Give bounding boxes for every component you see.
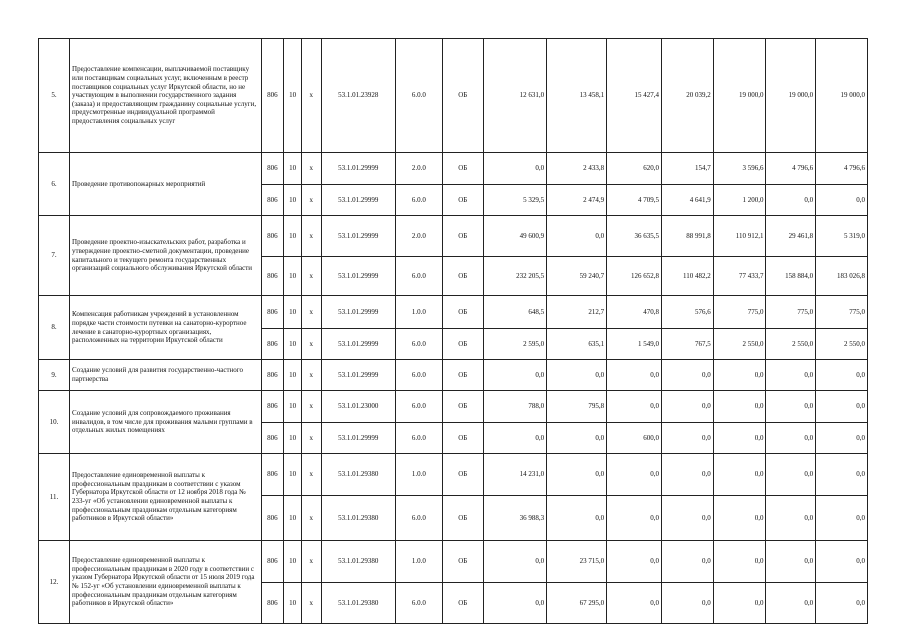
table-row — [39, 454, 868, 496]
row-number: 8. — [39, 296, 70, 360]
measure-name: Предоставление единовременной выплаты к профессиональным праздникам в 2020 году в соответствии с указом Губернатора Иркутской области от 15 июля 2019 года № 152-уг «Об установлении единовременной выплаты к профессиональным праздникам отдельным категориям работников в Иркутской области» — [70, 541, 261, 624]
cell-y2021: 0,0 — [607, 541, 662, 583]
cell-group: 806 — [261, 185, 284, 216]
measure-name: Проведение проектно-изыскательских работ, разработка и утверждение проектно-сметной документации, проведение капитального и текущего ремонта государственных организаций социального обслуживания Иркутской области — [70, 216, 261, 296]
cell-y2021: 0,0 — [607, 454, 662, 496]
cell-x: x — [301, 39, 321, 153]
cell-x: x — [301, 185, 321, 216]
cell-y2023: 3 596,6 — [713, 153, 766, 185]
cell-y2019: 12 631,0 — [483, 39, 546, 153]
cell-source: ОБ — [442, 423, 483, 454]
cell-type: 2.0.0 — [396, 153, 443, 185]
cell-y2019: 5 329,5 — [483, 185, 546, 216]
cell-y2025: 0,0 — [816, 391, 868, 423]
cell-y2021: 0,0 — [607, 496, 662, 541]
cell-section: 10 — [284, 216, 302, 257]
cell-y2023: 0,0 — [713, 583, 766, 624]
cell-source: ОБ — [442, 185, 483, 216]
cell-source: ОБ — [442, 296, 483, 329]
cell-section: 10 — [284, 423, 302, 454]
cell-y2023: 0,0 — [713, 541, 766, 583]
cell-y2019: 36 988,3 — [483, 496, 546, 541]
cell-x: x — [301, 216, 321, 257]
row-number: 10. — [39, 391, 70, 454]
cell-y2022: 0,0 — [661, 541, 713, 583]
cell-y2021: 4 709,5 — [607, 185, 662, 216]
cell-y2019: 232 205,5 — [483, 257, 546, 296]
cell-y2023: 110 912,1 — [713, 216, 766, 257]
cell-y2023: 0,0 — [713, 360, 766, 391]
cell-y2019: 0,0 — [483, 360, 546, 391]
cell-y2021: 0,0 — [607, 583, 662, 624]
cell-y2020: 795,8 — [547, 391, 607, 423]
measure-name: Компенсация работникам учреждений в установленном порядке части стоимости путевки на санаторно-курортное лечение в санаторно-курортных организациях, расположенных на территории Иркутской области — [70, 296, 261, 360]
cell-y2020: 13 458,1 — [547, 39, 607, 153]
cell-y2019: 0,0 — [483, 541, 546, 583]
cell-y2022: 576,6 — [661, 296, 713, 329]
cell-y2022: 110 482,2 — [661, 257, 713, 296]
cell-group: 806 — [261, 39, 284, 153]
row-number: 5. — [39, 39, 70, 153]
cell-y2020: 0,0 — [547, 216, 607, 257]
cell-group: 806 — [261, 496, 284, 541]
cell-y2019: 14 231,0 — [483, 454, 546, 496]
cell-y2019: 0,0 — [483, 423, 546, 454]
row-number: 6. — [39, 153, 70, 216]
cell-y2020: 0,0 — [547, 360, 607, 391]
cell-y2025: 0,0 — [816, 423, 868, 454]
row-number: 7. — [39, 216, 70, 296]
measure-name: Создание условий для развития государственно-частного партнерства — [70, 360, 261, 391]
cell-y2025: 2 550,0 — [816, 329, 868, 360]
cell-y2021: 0,0 — [607, 391, 662, 423]
cell-y2025: 0,0 — [816, 541, 868, 583]
cell-y2022: 0,0 — [661, 496, 713, 541]
cell-section: 10 — [284, 153, 302, 185]
measure-name: Создание условий для сопровождаемого проживания инвалидов, в том числе для проживания малыми группами в отдельных жилых помещениях — [70, 391, 261, 454]
cell-y2021: 1 549,0 — [607, 329, 662, 360]
cell-section: 10 — [284, 541, 302, 583]
cell-code: 53.1.01.29380 — [321, 454, 396, 496]
cell-y2020: 59 240,7 — [547, 257, 607, 296]
cell-x: x — [301, 496, 321, 541]
cell-y2024: 0,0 — [766, 360, 816, 391]
cell-y2021: 36 635,5 — [607, 216, 662, 257]
cell-y2025: 0,0 — [816, 454, 868, 496]
cell-source: ОБ — [442, 541, 483, 583]
cell-code: 53.1.01.29999 — [321, 329, 396, 360]
cell-code: 53.1.01.29999 — [321, 296, 396, 329]
cell-group: 806 — [261, 257, 284, 296]
cell-y2020: 635,1 — [547, 329, 607, 360]
cell-source: ОБ — [442, 39, 483, 153]
cell-y2021: 126 652,8 — [607, 257, 662, 296]
measure-name: Предоставление компенсации, выплачиваемой поставщику или поставщикам социальных услуг, включенным в реестр поставщиков социальных услуг Иркутской области, но не участвующим в выполнении государственного задания (заказа) и предоставляющим гражданину социальные услуги, предусмотренные индивидуальной программой предоставления социальных услуг — [70, 39, 261, 153]
table-row — [39, 39, 868, 153]
cell-group: 806 — [261, 153, 284, 185]
cell-x: x — [301, 360, 321, 391]
cell-source: ОБ — [442, 583, 483, 624]
cell-y2021: 15 427,4 — [607, 39, 662, 153]
cell-type: 2.0.0 — [396, 216, 443, 257]
cell-y2019: 49 600,9 — [483, 216, 546, 257]
cell-y2025: 19 000,0 — [816, 39, 868, 153]
cell-section: 10 — [284, 496, 302, 541]
cell-type: 6.0.0 — [396, 257, 443, 296]
table-row — [39, 541, 868, 583]
cell-code: 53.1.01.29380 — [321, 541, 396, 583]
cell-y2024: 0,0 — [766, 423, 816, 454]
cell-y2019: 0,0 — [483, 583, 546, 624]
cell-type: 6.0.0 — [396, 360, 443, 391]
cell-source: ОБ — [442, 153, 483, 185]
cell-y2021: 470,8 — [607, 296, 662, 329]
cell-x: x — [301, 583, 321, 624]
cell-y2024: 0,0 — [766, 496, 816, 541]
cell-type: 1.0.0 — [396, 454, 443, 496]
cell-code: 53.1.01.29999 — [321, 423, 396, 454]
cell-y2019: 648,5 — [483, 296, 546, 329]
table-row — [39, 360, 868, 391]
cell-y2024: 19 000,0 — [766, 39, 816, 153]
cell-y2024: 2 550,0 — [766, 329, 816, 360]
cell-y2020: 67 295,0 — [547, 583, 607, 624]
measure-name: Предоставление единовременной выплаты к профессиональным праздникам в соответствии с указом Губернатора Иркутской области от 12 ноября 2018 года № 233-уг «Об установлении единовременной выплаты к профессиональным праздникам отдельным категориям работников в Иркутской области» — [70, 454, 261, 541]
cell-y2025: 0,0 — [816, 583, 868, 624]
cell-code: 53.1.01.29999 — [321, 185, 396, 216]
cell-y2022: 0,0 — [661, 360, 713, 391]
cell-y2023: 0,0 — [713, 496, 766, 541]
cell-y2025: 5 319,0 — [816, 216, 868, 257]
cell-section: 10 — [284, 329, 302, 360]
cell-y2021: 600,0 — [607, 423, 662, 454]
cell-x: x — [301, 423, 321, 454]
cell-source: ОБ — [442, 391, 483, 423]
cell-section: 10 — [284, 39, 302, 153]
cell-type: 1.0.0 — [396, 541, 443, 583]
cell-y2021: 620,0 — [607, 153, 662, 185]
cell-y2022: 0,0 — [661, 583, 713, 624]
cell-x: x — [301, 257, 321, 296]
row-number: 12. — [39, 541, 70, 624]
cell-y2020: 0,0 — [547, 423, 607, 454]
cell-y2022: 0,0 — [661, 454, 713, 496]
cell-code: 53.1.01.29380 — [321, 496, 396, 541]
table-row — [39, 296, 868, 329]
cell-y2020: 0,0 — [547, 496, 607, 541]
cell-y2024: 775,0 — [766, 296, 816, 329]
cell-code: 53.1.01.29999 — [321, 360, 396, 391]
cell-y2025: 0,0 — [816, 496, 868, 541]
cell-group: 806 — [261, 360, 284, 391]
table-row — [39, 216, 868, 257]
cell-section: 10 — [284, 583, 302, 624]
cell-y2024: 0,0 — [766, 541, 816, 583]
cell-y2020: 0,0 — [547, 454, 607, 496]
cell-group: 806 — [261, 583, 284, 624]
cell-y2025: 183 026,8 — [816, 257, 868, 296]
cell-group: 806 — [261, 391, 284, 423]
cell-y2022: 0,0 — [661, 423, 713, 454]
cell-y2024: 0,0 — [766, 454, 816, 496]
cell-group: 806 — [261, 296, 284, 329]
cell-y2022: 0,0 — [661, 391, 713, 423]
cell-x: x — [301, 153, 321, 185]
cell-y2023: 19 000,0 — [713, 39, 766, 153]
cell-group: 806 — [261, 454, 284, 496]
cell-y2024: 0,0 — [766, 391, 816, 423]
cell-x: x — [301, 329, 321, 360]
cell-y2020: 212,7 — [547, 296, 607, 329]
budget-table — [38, 38, 868, 624]
cell-x: x — [301, 391, 321, 423]
cell-type: 6.0.0 — [396, 583, 443, 624]
cell-section: 10 — [284, 185, 302, 216]
table-row — [39, 391, 868, 423]
cell-source: ОБ — [442, 216, 483, 257]
cell-code: 53.1.01.23000 — [321, 391, 396, 423]
cell-type: 6.0.0 — [396, 391, 443, 423]
cell-y2019: 0,0 — [483, 153, 546, 185]
cell-y2025: 0,0 — [816, 185, 868, 216]
cell-y2020: 2 433,8 — [547, 153, 607, 185]
cell-code: 53.1.01.29999 — [321, 257, 396, 296]
cell-type: 6.0.0 — [396, 496, 443, 541]
cell-section: 10 — [284, 360, 302, 391]
cell-code: 53.1.01.29999 — [321, 153, 396, 185]
cell-y2023: 2 550,0 — [713, 329, 766, 360]
row-number: 9. — [39, 360, 70, 391]
cell-source: ОБ — [442, 360, 483, 391]
cell-y2024: 0,0 — [766, 185, 816, 216]
cell-y2024: 4 796,6 — [766, 153, 816, 185]
cell-y2020: 2 474,9 — [547, 185, 607, 216]
cell-y2023: 77 433,7 — [713, 257, 766, 296]
measure-name: Проведение противопожарных мероприятий — [70, 153, 261, 216]
cell-source: ОБ — [442, 257, 483, 296]
cell-y2023: 0,0 — [713, 423, 766, 454]
cell-source: ОБ — [442, 454, 483, 496]
row-number: 11. — [39, 454, 70, 541]
cell-y2022: 88 991,8 — [661, 216, 713, 257]
cell-type: 6.0.0 — [396, 39, 443, 153]
cell-y2025: 0,0 — [816, 360, 868, 391]
cell-y2024: 29 461,8 — [766, 216, 816, 257]
cell-x: x — [301, 296, 321, 329]
cell-type: 1.0.0 — [396, 296, 443, 329]
cell-type: 6.0.0 — [396, 185, 443, 216]
cell-group: 806 — [261, 329, 284, 360]
cell-section: 10 — [284, 296, 302, 329]
cell-x: x — [301, 454, 321, 496]
cell-section: 10 — [284, 454, 302, 496]
cell-type: 6.0.0 — [396, 423, 443, 454]
cell-y2025: 775,0 — [816, 296, 868, 329]
cell-y2023: 1 200,0 — [713, 185, 766, 216]
cell-y2022: 20 039,2 — [661, 39, 713, 153]
cell-code: 53.1.01.29380 — [321, 583, 396, 624]
cell-code: 53.1.01.23928 — [321, 39, 396, 153]
cell-group: 806 — [261, 423, 284, 454]
cell-group: 806 — [261, 541, 284, 583]
cell-x: x — [301, 541, 321, 583]
cell-source: ОБ — [442, 496, 483, 541]
cell-y2020: 23 715,0 — [547, 541, 607, 583]
cell-y2023: 0,0 — [713, 391, 766, 423]
cell-y2021: 0,0 — [607, 360, 662, 391]
cell-section: 10 — [284, 391, 302, 423]
cell-y2022: 154,7 — [661, 153, 713, 185]
cell-y2022: 767,5 — [661, 329, 713, 360]
cell-group: 806 — [261, 216, 284, 257]
cell-y2019: 788,0 — [483, 391, 546, 423]
cell-y2025: 4 796,6 — [816, 153, 868, 185]
cell-y2023: 775,0 — [713, 296, 766, 329]
table-row — [39, 153, 868, 185]
cell-y2022: 4 641,9 — [661, 185, 713, 216]
cell-y2023: 0,0 — [713, 454, 766, 496]
cell-type: 6.0.0 — [396, 329, 443, 360]
cell-y2019: 2 595,0 — [483, 329, 546, 360]
cell-code: 53.1.01.29999 — [321, 216, 396, 257]
cell-section: 10 — [284, 257, 302, 296]
cell-source: ОБ — [442, 329, 483, 360]
cell-y2024: 158 884,0 — [766, 257, 816, 296]
cell-y2024: 0,0 — [766, 583, 816, 624]
